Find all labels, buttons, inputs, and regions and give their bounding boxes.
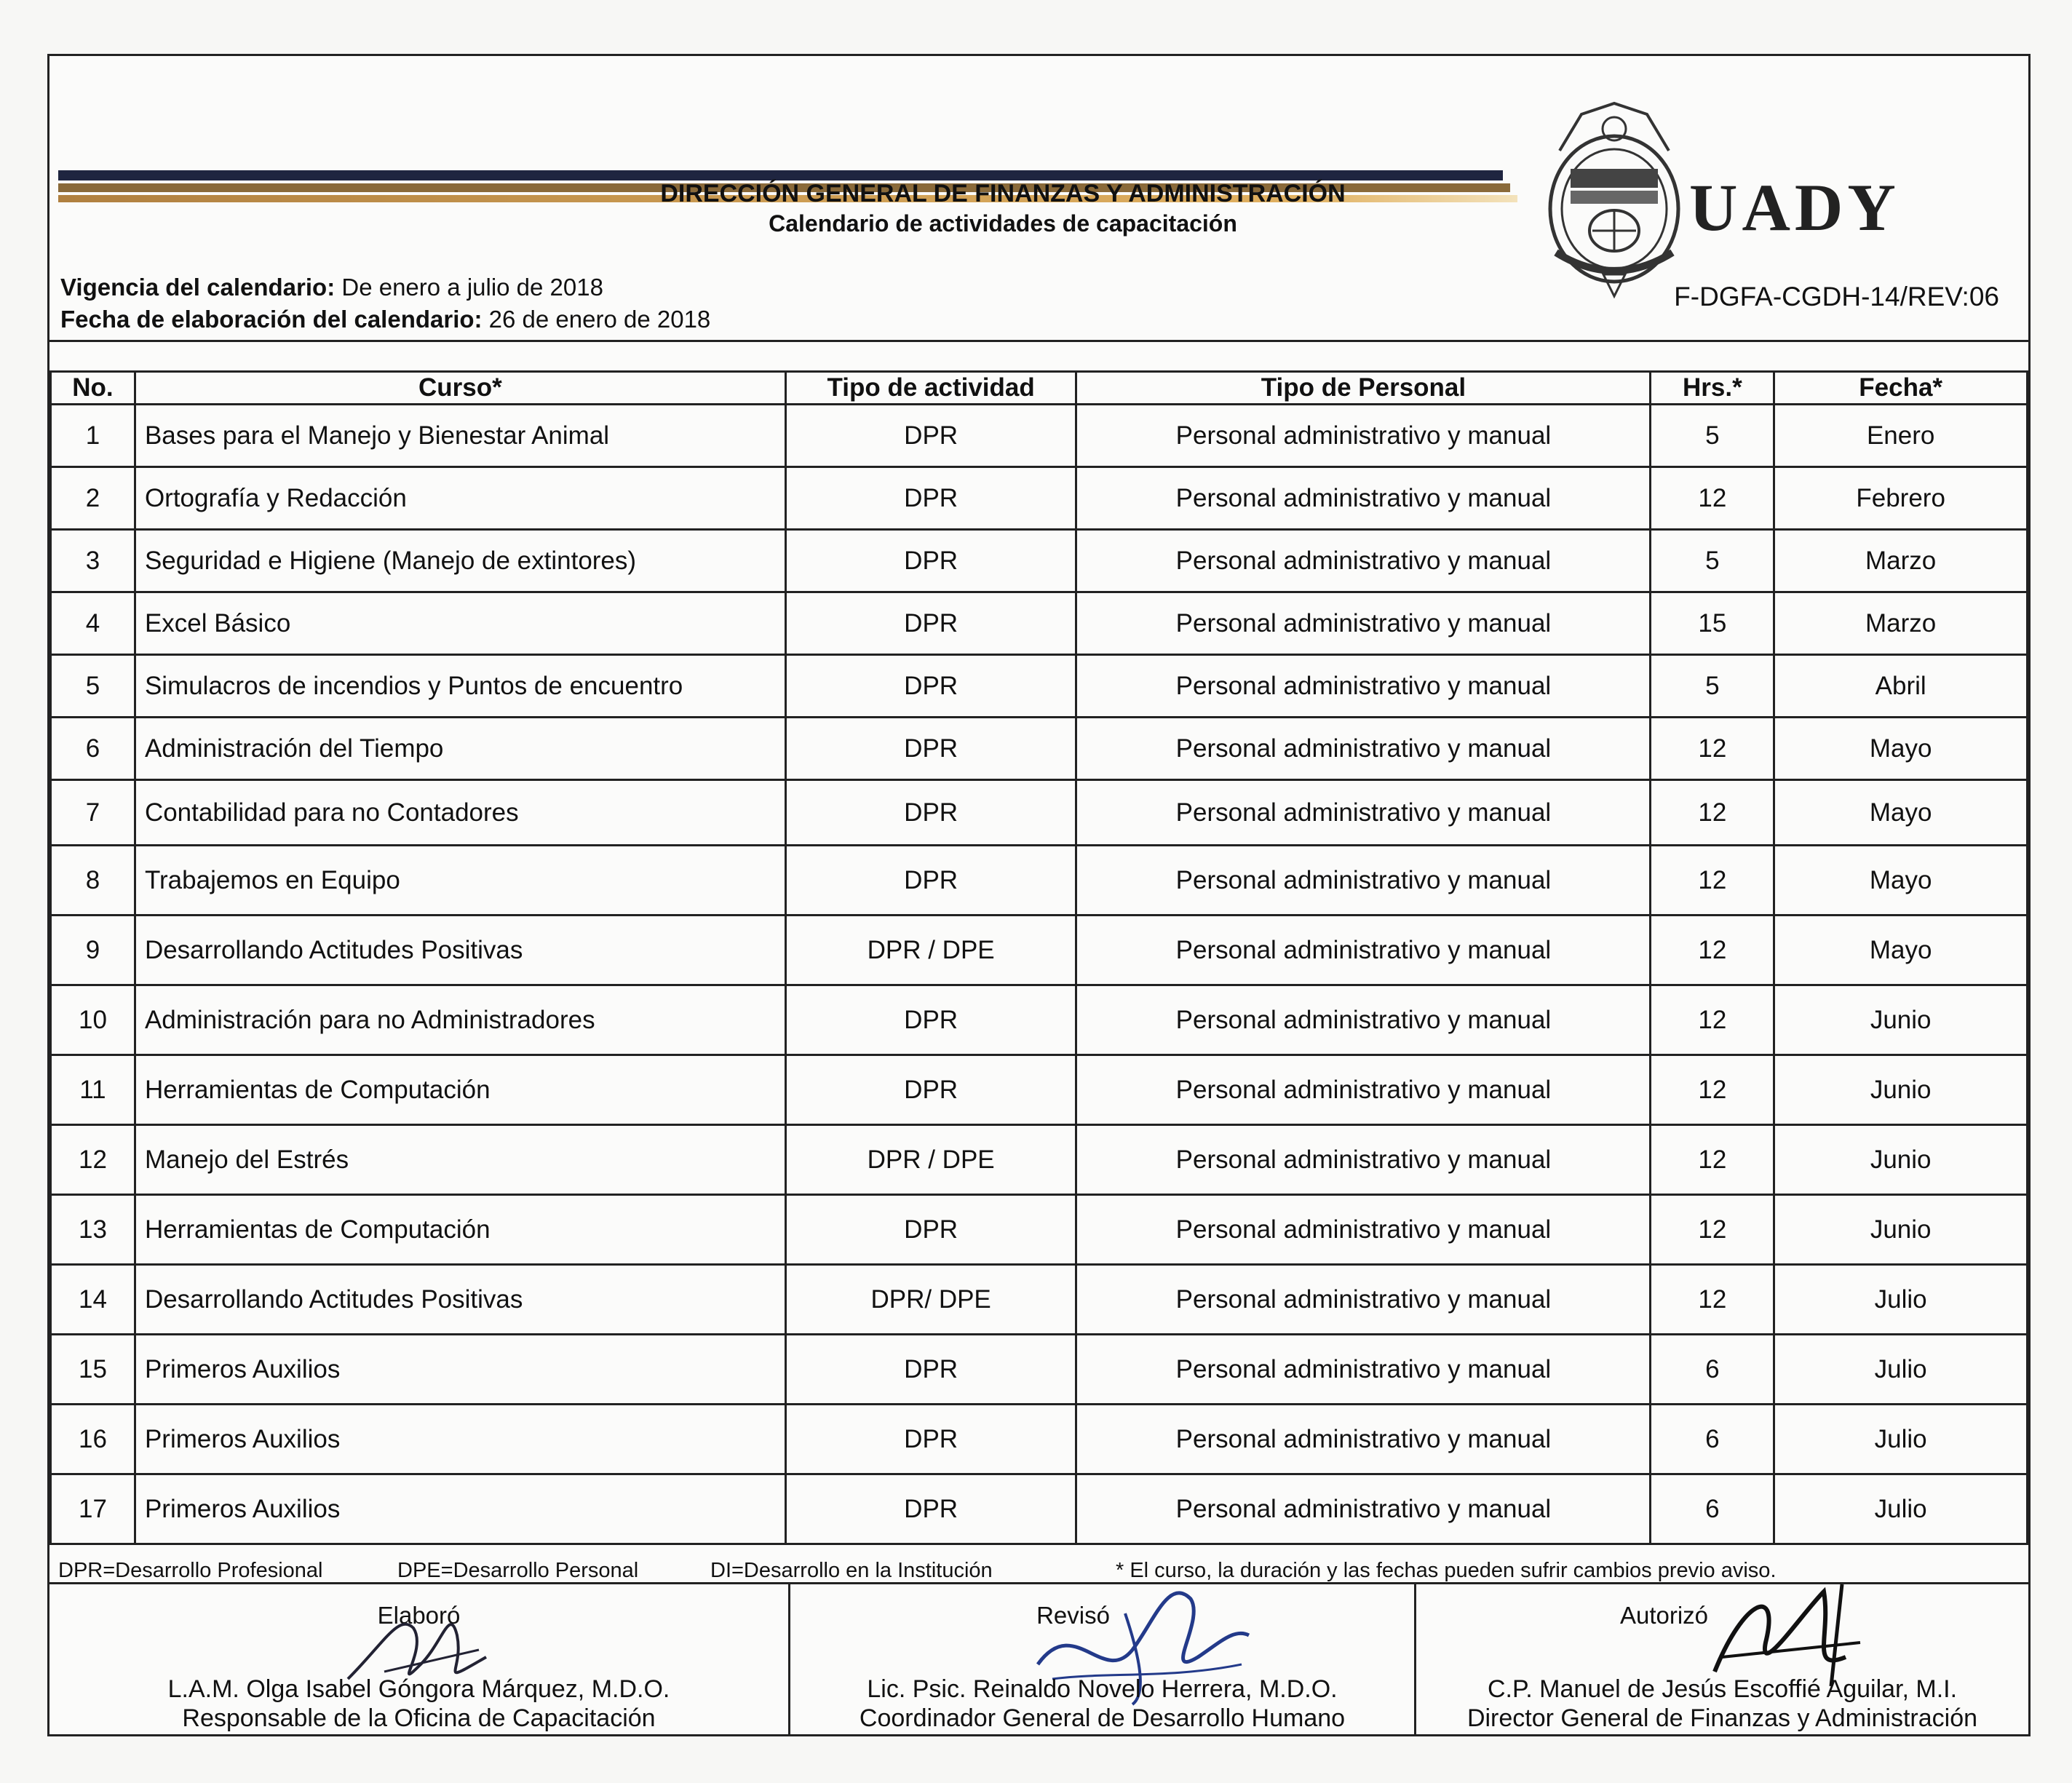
col-header-hrs: Hrs.* (1651, 372, 1774, 405)
cell-tipo-personal: Personal administrativo y manual (1076, 592, 1651, 655)
cell-fecha: Junio (1774, 1055, 2028, 1125)
cell-tipo-personal: Personal administrativo y manual (1076, 530, 1651, 592)
table-row (51, 846, 2028, 916)
signature-label: Revisó (1036, 1602, 1110, 1629)
header-divider (49, 340, 2028, 342)
cell-tipo-actividad: DPR (785, 1474, 1076, 1544)
cell-no: 8 (51, 846, 135, 916)
table-row (51, 1195, 2028, 1265)
cell-hrs: 12 (1651, 718, 1774, 780)
cell-tipo-actividad: DPR (785, 530, 1076, 592)
cell-tipo-personal: Personal administrativo y manual (1076, 1335, 1651, 1405)
cell-hrs: 12 (1651, 1055, 1774, 1125)
cell-fecha: Abril (1774, 655, 2028, 718)
cell-curso: Excel Básico (135, 592, 785, 655)
cell-tipo-actividad: DPR / DPE (785, 1125, 1076, 1195)
cell-no: 1 (51, 405, 135, 467)
cell-tipo-personal: Personal administrativo y manual (1076, 916, 1651, 985)
cell-tipo-actividad: DPR (785, 1405, 1076, 1474)
signer-name: Lic. Psic. Reinaldo Novelo Herrera, M.D.O. (867, 1675, 1338, 1703)
table-row (51, 1055, 2028, 1125)
table-row (51, 780, 2028, 846)
table-row (51, 1125, 2028, 1195)
signature-label: Elaboró (377, 1602, 461, 1629)
cell-curso: Administración para no Administradores (135, 985, 785, 1055)
cell-hrs: 12 (1651, 916, 1774, 985)
cell-hrs: 12 (1651, 1125, 1774, 1195)
cell-hrs: 12 (1651, 985, 1774, 1055)
cell-tipo-actividad: DPR (785, 467, 1076, 530)
cell-fecha: Mayo (1774, 846, 2028, 916)
cell-tipo-actividad: DPR (785, 1195, 1076, 1265)
page-title: DIRECCIÓN GENERAL DE FINANZAS Y ADMINISTRACIÓN (660, 180, 1346, 207)
cell-curso: Desarrollando Actitudes Positivas (135, 916, 785, 985)
cell-curso: Contabilidad para no Contadores (135, 780, 785, 846)
legend-dpe: DPE=Desarrollo Personal (397, 1559, 639, 1582)
cell-tipo-personal: Personal administrativo y manual (1076, 655, 1651, 718)
cell-curso: Herramientas de Computación (135, 1195, 785, 1265)
cell-curso: Primeros Auxilios (135, 1474, 785, 1544)
fecha-line (60, 303, 710, 335)
cell-no: 17 (51, 1474, 135, 1544)
logo-text: UADY (1689, 170, 1900, 245)
cell-tipo-personal: Personal administrativo y manual (1076, 780, 1651, 846)
fecha-value: 26 de enero de 2018 (482, 306, 711, 333)
cell-tipo-personal: Personal administrativo y manual (1076, 1125, 1651, 1195)
cell-fecha: Julio (1774, 1474, 2028, 1544)
table-row (51, 916, 2028, 985)
cell-no: 9 (51, 916, 135, 985)
cell-tipo-actividad: DPR/ DPE (785, 1265, 1076, 1335)
signature-autorizo (1414, 1584, 2028, 1734)
cell-hrs: 15 (1651, 592, 1774, 655)
cell-fecha: Junio (1774, 1195, 2028, 1265)
cell-curso: Ortografía y Redacción (135, 467, 785, 530)
table-row (51, 1265, 2028, 1335)
page-subtitle: Calendario de actividades de capacitación (769, 210, 1237, 237)
cell-no: 11 (51, 1055, 135, 1125)
cell-curso: Manejo del Estrés (135, 1125, 785, 1195)
cell-curso: Trabajemos en Equipo (135, 846, 785, 916)
cell-tipo-actividad: DPR (785, 1055, 1076, 1125)
cell-no: 4 (51, 592, 135, 655)
uady-logo (1538, 100, 2004, 311)
cell-hrs: 12 (1651, 1265, 1774, 1335)
cell-fecha: Mayo (1774, 916, 2028, 985)
legend-dpr: DPR=Desarrollo Profesional (58, 1559, 323, 1582)
table-row (51, 405, 2028, 467)
fecha-label: Fecha de elaboración del calendario: (60, 306, 483, 333)
cell-hrs: 6 (1651, 1335, 1774, 1405)
vigencia-label: Vigencia del calendario: (60, 274, 336, 301)
cell-curso: Administración del Tiempo (135, 718, 785, 780)
cell-hrs: 5 (1651, 655, 1774, 718)
cell-fecha: Enero (1774, 405, 2028, 467)
signer-role: Director General de Finanzas y Administración (1466, 1704, 1978, 1732)
cell-tipo-personal: Personal administrativo y manual (1076, 1265, 1651, 1335)
cell-tipo-actividad: DPR (785, 655, 1076, 718)
training-calendar-table (49, 370, 2028, 1545)
cell-hrs: 12 (1651, 780, 1774, 846)
cell-tipo-actividad: DPR / DPE (785, 916, 1076, 985)
table-row (51, 1474, 2028, 1544)
cell-tipo-personal: Personal administrativo y manual (1076, 1195, 1651, 1265)
table-header-row (51, 372, 2028, 405)
table-row (51, 1405, 2028, 1474)
cell-tipo-personal: Personal administrativo y manual (1076, 718, 1651, 780)
cell-curso: Bases para el Manejo y Bienestar Animal (135, 405, 785, 467)
cell-hrs: 12 (1651, 467, 1774, 530)
cell-tipo-personal: Personal administrativo y manual (1076, 1405, 1651, 1474)
col-header-tipo-actividad: Tipo de actividad (785, 372, 1076, 405)
cell-curso: Primeros Auxilios (135, 1405, 785, 1474)
cell-no: 2 (51, 467, 135, 530)
cell-fecha: Julio (1774, 1335, 2028, 1405)
cell-tipo-actividad: DPR (785, 718, 1076, 780)
document-page (47, 54, 2031, 1736)
cell-no: 15 (51, 1335, 135, 1405)
cell-tipo-personal: Personal administrativo y manual (1076, 467, 1651, 530)
cell-curso: Seguridad e Higiene (Manejo de extintores) (135, 530, 785, 592)
legend-di: DI=Desarrollo en la Institución (710, 1559, 993, 1582)
document-code: F-DGFA-CGDH-14/REV:06 (1674, 282, 1999, 311)
cell-hrs: 6 (1651, 1474, 1774, 1544)
col-header-curso: Curso* (135, 372, 785, 405)
cell-curso: Simulacros de incendios y Puntos de encuentro (135, 655, 785, 718)
cell-tipo-actividad: DPR (785, 846, 1076, 916)
table-row (51, 985, 2028, 1055)
cell-tipo-personal: Personal administrativo y manual (1076, 1055, 1651, 1125)
vigencia-value: De enero a julio de 2018 (335, 274, 603, 301)
cell-fecha: Mayo (1774, 780, 2028, 846)
vigencia-line (60, 271, 710, 303)
cell-tipo-personal: Personal administrativo y manual (1076, 1474, 1651, 1544)
cell-tipo-actividad: DPR (785, 780, 1076, 846)
cell-fecha: Marzo (1774, 592, 2028, 655)
cell-tipo-actividad: DPR (785, 405, 1076, 467)
table-row (51, 467, 2028, 530)
university-seal-icon (1538, 100, 1691, 311)
cell-tipo-actividad: DPR (785, 592, 1076, 655)
calendar-meta (60, 271, 710, 335)
cell-no: 6 (51, 718, 135, 780)
table-row (51, 1335, 2028, 1405)
signer-role: Responsable de la Oficina de Capacitación (182, 1704, 656, 1732)
cell-tipo-actividad: DPR (785, 985, 1076, 1055)
cell-no: 12 (51, 1125, 135, 1195)
signature-reviso (788, 1584, 1414, 1734)
cell-fecha: Marzo (1774, 530, 2028, 592)
signer-name: L.A.M. Olga Isabel Góngora Márquez, M.D.O. (167, 1675, 670, 1703)
cell-fecha: Julio (1774, 1405, 2028, 1474)
cell-no: 13 (51, 1195, 135, 1265)
table-row (51, 655, 2028, 718)
cell-curso: Desarrollando Actitudes Positivas (135, 1265, 785, 1335)
signer-name: C.P. Manuel de Jesús Escoffié Aguilar, M.I. (1487, 1675, 1958, 1703)
cell-fecha: Julio (1774, 1265, 2028, 1335)
signature-label: Autorizó (1619, 1602, 1709, 1629)
cell-hrs: 5 (1651, 405, 1774, 467)
cell-no: 14 (51, 1265, 135, 1335)
signature-elaboro (49, 1584, 788, 1734)
cell-hrs: 5 (1651, 530, 1774, 592)
cell-hrs: 6 (1651, 1405, 1774, 1474)
cell-no: 16 (51, 1405, 135, 1474)
cell-tipo-personal: Personal administrativo y manual (1076, 985, 1651, 1055)
table-row (51, 718, 2028, 780)
signature-block (49, 1584, 2028, 1734)
table-row (51, 530, 2028, 592)
cell-fecha: Mayo (1774, 718, 2028, 780)
cell-no: 7 (51, 780, 135, 846)
cell-no: 3 (51, 530, 135, 592)
cell-fecha: Febrero (1774, 467, 2028, 530)
cell-hrs: 12 (1651, 1195, 1774, 1265)
col-header-fecha: Fecha* (1774, 372, 2028, 405)
cell-tipo-personal: Personal administrativo y manual (1076, 405, 1651, 467)
cell-curso: Herramientas de Computación (135, 1055, 785, 1125)
title-block (486, 178, 1520, 238)
cell-no: 5 (51, 655, 135, 718)
cell-hrs: 12 (1651, 846, 1774, 916)
cell-tipo-actividad: DPR (785, 1335, 1076, 1405)
signer-role: Coordinador General de Desarrollo Humano (859, 1704, 1346, 1732)
cell-fecha: Junio (1774, 985, 2028, 1055)
cell-fecha: Junio (1774, 1125, 2028, 1195)
cell-no: 10 (51, 985, 135, 1055)
legend-note: * El curso, la duración y las fechas pueden sufrir cambios previo aviso. (1116, 1559, 1777, 1582)
col-header-no: No. (51, 372, 135, 405)
cell-tipo-personal: Personal administrativo y manual (1076, 846, 1651, 916)
col-header-tipo-personal: Tipo de Personal (1076, 372, 1651, 405)
table-row (51, 592, 2028, 655)
cell-curso: Primeros Auxilios (135, 1335, 785, 1405)
